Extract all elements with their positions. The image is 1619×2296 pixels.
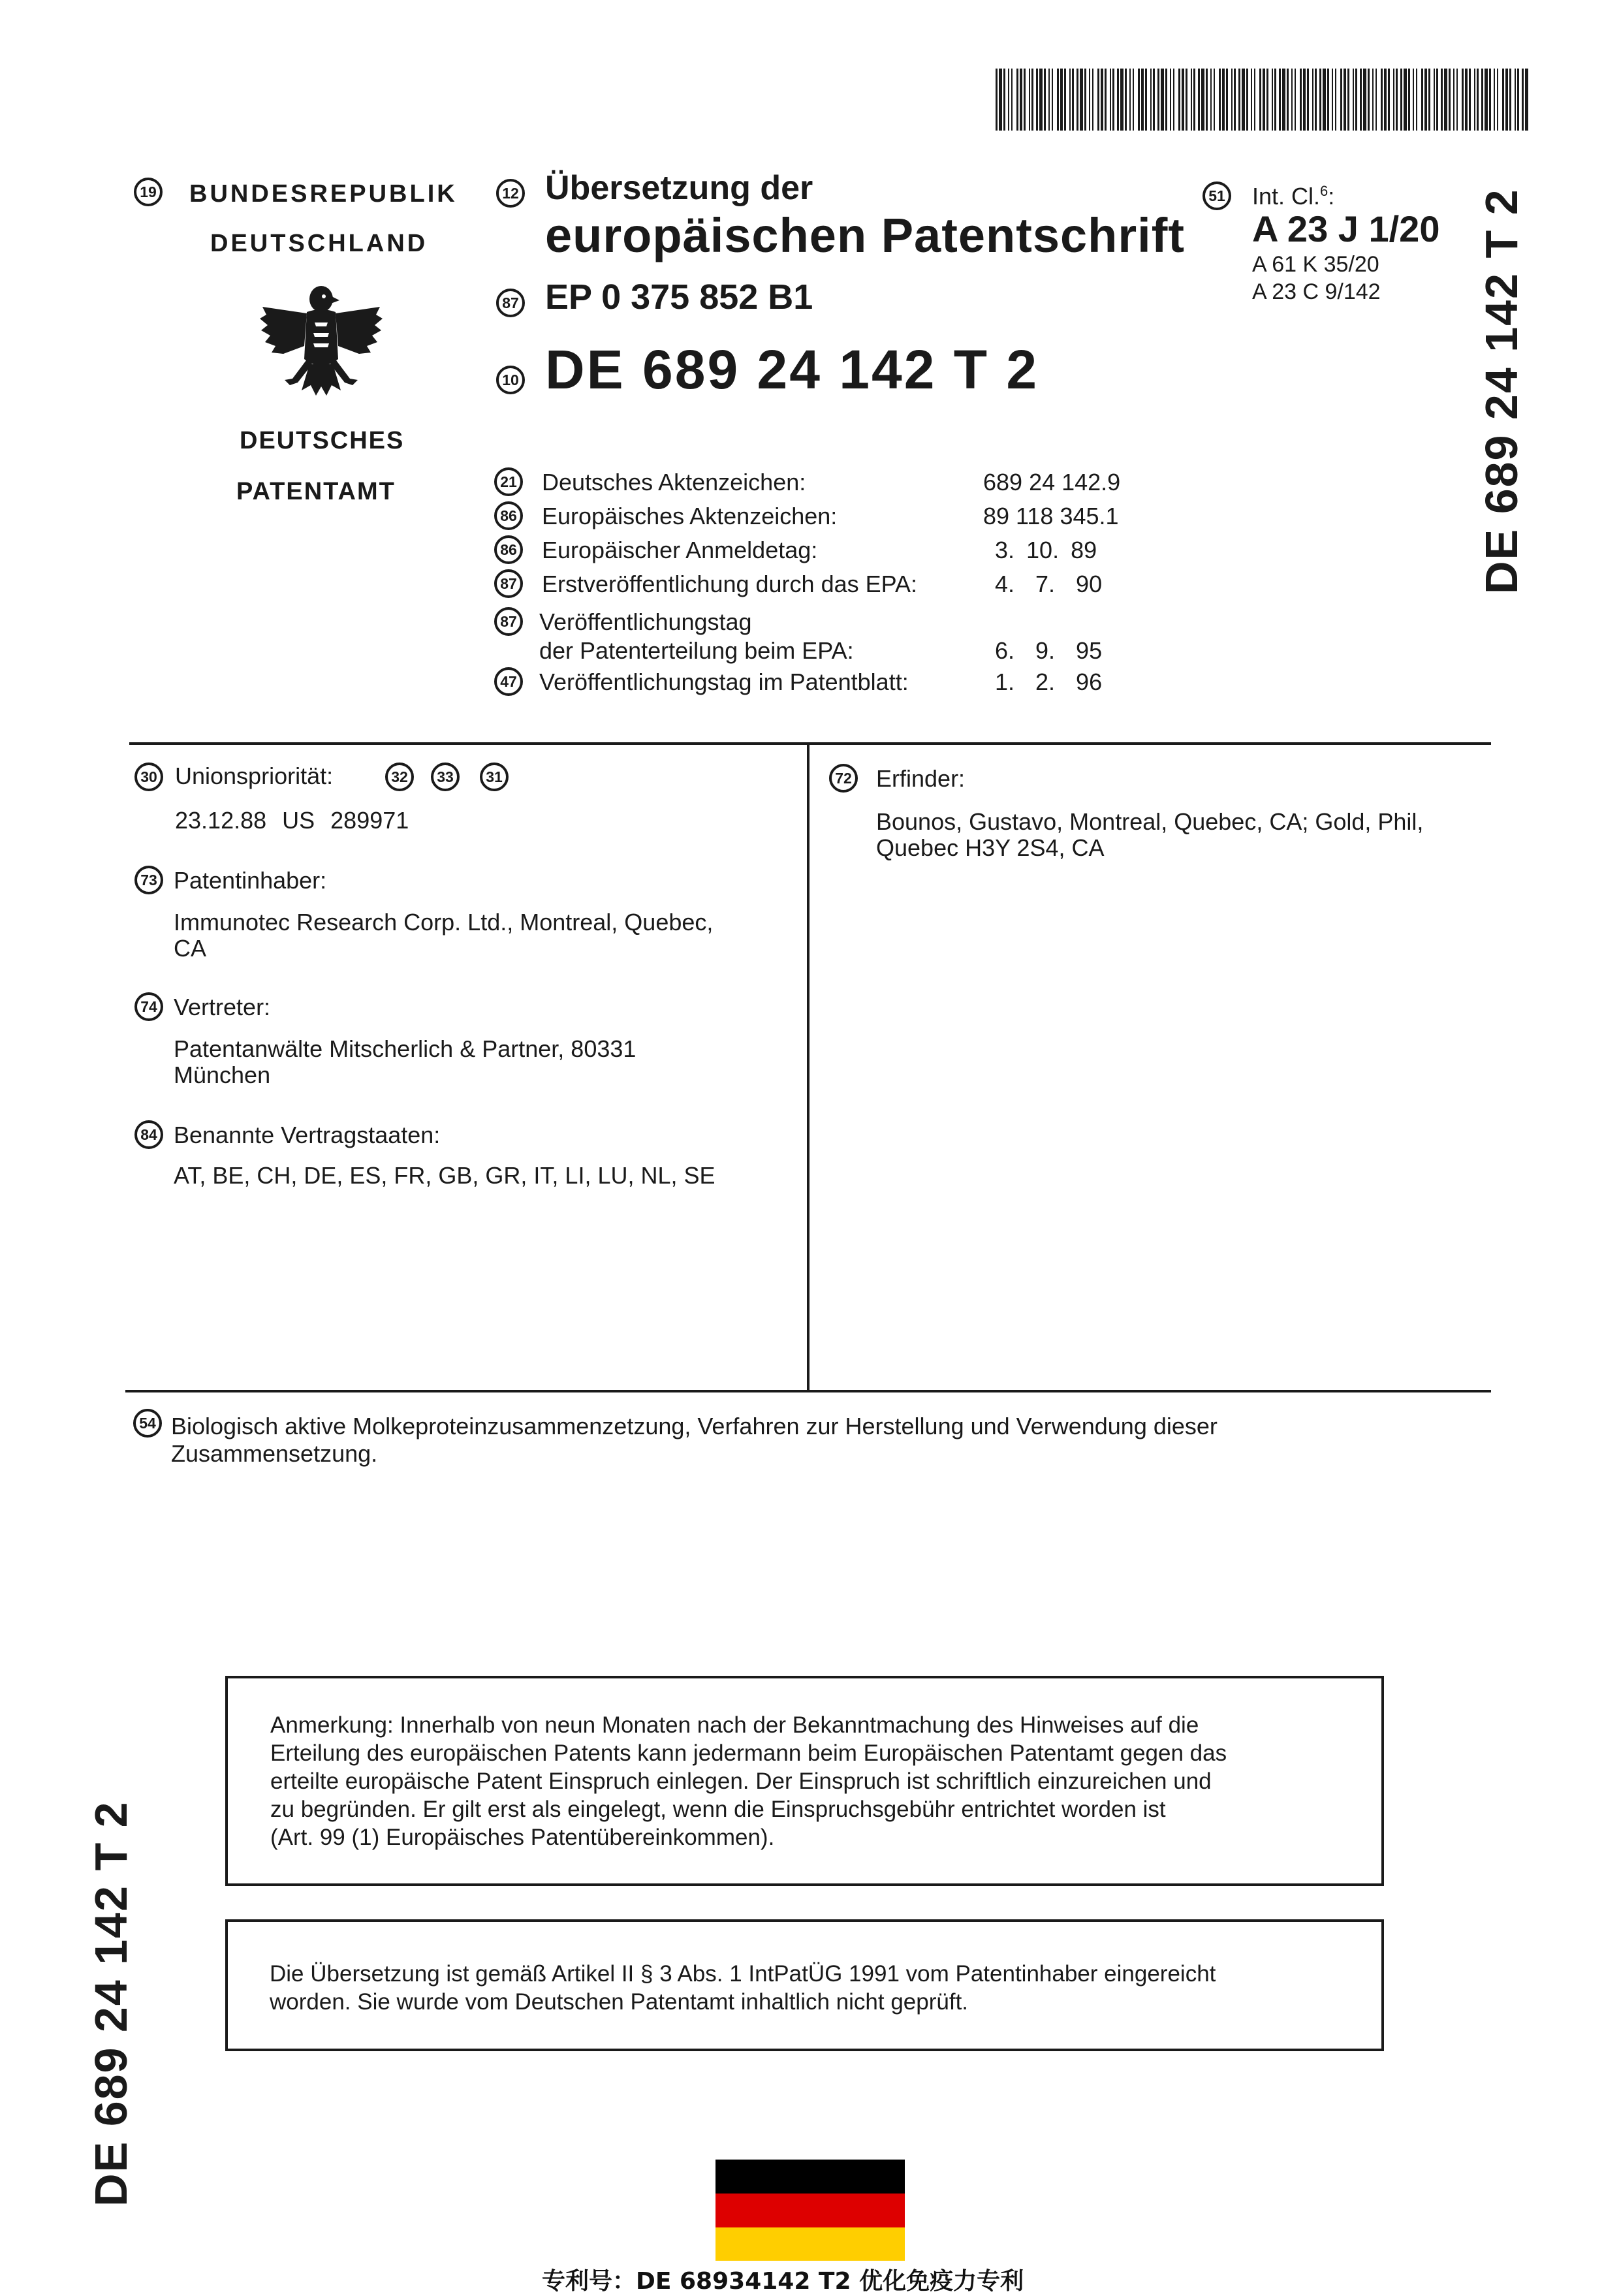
code-86-a: 86 [494, 501, 523, 530]
barcode-bar [1080, 69, 1083, 131]
class-sub2: A 23 C 9/142 [1252, 279, 1381, 304]
barcode-bar [1441, 69, 1443, 131]
inventor-label: Erfinder: [876, 765, 966, 792]
inventor-value-line1: Bounos, Gustavo, Montreal, Quebec, CA; Gold, Phil, [876, 808, 1424, 835]
code-72: 72 [829, 764, 858, 793]
barcode-bar [1170, 69, 1171, 131]
code-12: 12 [496, 179, 525, 208]
code-30: 30 [134, 763, 163, 791]
barcode-bar [1494, 69, 1495, 131]
barcode-bar [1219, 69, 1221, 131]
doc-type-line1: Übersetzung der [545, 169, 813, 207]
side-number-bottom: DE 689 24 142 T 2 [86, 1801, 136, 2207]
barcode-bar [1497, 69, 1498, 131]
barcode-bar [1254, 69, 1255, 131]
barcode-bar [1222, 69, 1225, 131]
note-line2: Erteilung des europäischen Patents kann jedermann beim Europäischen Patentamt gegen das [270, 1740, 1227, 1766]
barcode-bar [1110, 69, 1111, 131]
barcode-bar [1048, 69, 1050, 131]
federal-eagle-emblem [256, 281, 386, 405]
barcode-bar [1036, 69, 1038, 131]
barcode-bar [1522, 69, 1524, 131]
barcode-bar [1449, 69, 1451, 131]
class-colon: : [1328, 183, 1335, 210]
barcode-bar [1238, 69, 1240, 131]
barcode-bar [1517, 69, 1519, 131]
barcode-bar [1344, 69, 1346, 131]
code-51: 51 [1202, 181, 1231, 210]
barcode-bar [1101, 69, 1103, 131]
doc-type-line2: europäischen Patentschrift [545, 208, 1186, 262]
separator-bottom [125, 1390, 1491, 1392]
priority-label: Unionspriorität: [175, 763, 334, 789]
barcode-bar [1210, 69, 1212, 131]
barcode-bar [1052, 69, 1053, 131]
note-line3: erteilte europäische Patent Einspruch einlegen. Der Einspruch ist schriftlich einzureichen und [270, 1769, 1212, 1794]
barcode-bar [1157, 69, 1159, 131]
barcode-bar [1231, 69, 1233, 131]
code-19: 19 [134, 178, 163, 206]
country-name-line1: BUNDESREPUBLIK [189, 180, 458, 208]
barcode-bar [1263, 69, 1265, 131]
office-name-line2: PATENTAMT [236, 478, 396, 505]
barcode-bar [1474, 69, 1475, 131]
barcode-bar [1020, 69, 1022, 131]
barcode-bar [1145, 69, 1147, 131]
barcode-bar [1312, 69, 1313, 131]
barcode-graphic [996, 69, 1531, 131]
barcode-bar [1072, 69, 1074, 131]
barcode-bar [1161, 69, 1164, 131]
barcode-bar [1465, 69, 1468, 131]
barcode-bar [1011, 69, 1013, 131]
barcode-bar [1347, 69, 1349, 131]
barcode [996, 69, 1531, 131]
barcode-bar [1138, 69, 1140, 131]
barcode-bar [1393, 69, 1394, 131]
barcode-bar [1319, 69, 1321, 131]
barcode-bar [1259, 69, 1261, 131]
barcode-bar [1016, 69, 1018, 131]
ep-number: EP 0 375 852 B1 [545, 277, 813, 317]
barcode-bar [1120, 69, 1124, 131]
barcode-bar [1444, 69, 1447, 131]
bib-value-aktenzeichen: 689 24 142.9 [983, 469, 1121, 495]
barcode-bar [1327, 69, 1329, 131]
side-number-top: DE 689 24 142 T 2 [1476, 188, 1527, 594]
barcode-bar [1029, 69, 1030, 131]
barcode-bar [1057, 69, 1059, 131]
barcode-bar [1355, 69, 1357, 131]
barcode-bar [1436, 69, 1438, 131]
states-label: Benannte Vertragstaaten: [174, 1122, 441, 1148]
barcode-bar [1039, 69, 1043, 131]
barcode-bar [1340, 69, 1342, 131]
bib-label-patenterteilung: Veröffentlichungstag [539, 608, 752, 635]
barcode-bar [1092, 69, 1093, 131]
barcode-bar [1242, 69, 1245, 131]
barcode-bar [1129, 69, 1131, 131]
flag-stripe-gold [715, 2227, 905, 2261]
barcode-bar [1505, 69, 1508, 131]
code-86-b: 86 [494, 535, 523, 564]
barcode-bar [1246, 69, 1248, 131]
barcode-bar [1008, 69, 1009, 131]
translation-line1: Die Übersetzung ist gemäß Artikel II § 3 Abs. 1 IntPatÜG 1991 vom Patentinhaber eingereicht [270, 1961, 1216, 1987]
translation-text [270, 1960, 1347, 2016]
barcode-bar [1206, 69, 1208, 131]
note-line5: (Art. 99 (1) Europäisches Patentübereinkommen). [270, 1825, 775, 1850]
owner-value-line1: Immunotec Research Corp. Ltd., Montreal, Quebec, [174, 909, 714, 936]
barcode-bar [1226, 69, 1228, 131]
barcode-bar [1485, 69, 1488, 131]
representative-value-line2: München [174, 1062, 271, 1088]
barcode-bar [1274, 69, 1276, 131]
code-87-a: 87 [494, 569, 523, 598]
barcode-bar [1323, 69, 1326, 131]
column-divider [807, 742, 810, 1391]
representative-value-line1: Patentanwälte Mitscherlich & Partner, 80331 [174, 1035, 637, 1062]
bib-label-erstveroeffentlichung: Erstveröffentlichung durch das EPA: [542, 571, 917, 597]
barcode-bar [1165, 69, 1167, 131]
class-sub1: A 61 K 35/20 [1252, 252, 1379, 277]
translation-line2: worden. Sie wurde vom Deutschen Patentamt inhaltlich nicht geprüft. [270, 1989, 969, 2015]
bib-label-patentblatt: Veröffentlichungstag im Patentblatt: [539, 668, 909, 695]
title-line1: Biologisch aktive Molkeproteinzusammenzetzung, Verfahren zur Herstellung und Verwendung dieser [171, 1413, 1218, 1439]
barcode-bar [1462, 69, 1464, 131]
barcode-bar [1125, 69, 1127, 131]
barcode-bar [1489, 69, 1491, 131]
barcode-bar [1291, 69, 1293, 131]
barcode-bar [1031, 69, 1033, 131]
barcode-bar [1384, 69, 1387, 131]
barcode-bar [1234, 69, 1236, 131]
barcode-bar [1214, 69, 1215, 131]
barcode-bar [1287, 69, 1289, 131]
bib-value-eu-aktenzeichen: 89 118 345.1 [983, 503, 1119, 529]
barcode-bar [1408, 69, 1410, 131]
bib-value-patenterteilung: 6. 9. 95 [995, 637, 1103, 664]
barcode-bar [1084, 69, 1086, 131]
class-label-text: Int. Cl. [1252, 183, 1321, 210]
title-line2: Zusammensetzung. [171, 1440, 378, 1467]
barcode-bar [1279, 69, 1281, 131]
code-87-ep: 87 [496, 289, 525, 317]
bib-value-erstveroeffentlichung: 4. 7. 90 [995, 571, 1103, 597]
code-31: 31 [480, 763, 509, 791]
barcode-bar [1060, 69, 1063, 131]
barcode-bar [1141, 69, 1144, 131]
barcode-bar [1186, 69, 1187, 131]
barcode-bar [1064, 69, 1066, 131]
barcode-bar [1481, 69, 1483, 131]
representative-label: Vertreter: [174, 994, 271, 1020]
barcode-bar [1295, 69, 1296, 131]
code-54: 54 [133, 1409, 162, 1438]
note-text [270, 1711, 1347, 1851]
barcode-bar [1515, 69, 1516, 131]
barcode-bar [1150, 69, 1152, 131]
code-73: 73 [134, 866, 163, 894]
barcode-bar [1368, 69, 1370, 131]
barcode-bar [1112, 69, 1114, 131]
bib-value-patentblatt: 1. 2. 96 [995, 668, 1103, 695]
barcode-bar [1525, 69, 1528, 131]
note-line1: Anmerkung: Innerhalb von neun Monaten nach der Bekanntmachung des Hinweises auf die [270, 1712, 1199, 1738]
owner-label: Patentinhaber: [174, 867, 327, 894]
barcode-bar [1117, 69, 1119, 131]
barcode-bar [1453, 69, 1454, 131]
priority-value: 23.12.88 US 289971 [175, 807, 409, 834]
code-87-b: 87 [494, 607, 523, 636]
barcode-bar [1178, 69, 1180, 131]
barcode-bar [1003, 69, 1005, 131]
flag-stripe-black [715, 2160, 905, 2194]
barcode-bar [1266, 69, 1268, 131]
barcode-bar [1396, 69, 1398, 131]
barcode-bar [1421, 69, 1423, 131]
bib-value-anmeldetag: 3. 10. 89 [995, 537, 1097, 563]
barcode-bar [1191, 69, 1192, 131]
barcode-bar [1413, 69, 1414, 131]
barcode-bar [1424, 69, 1427, 131]
barcode-bar [1477, 69, 1479, 131]
states-value: AT, BE, CH, DE, ES, FR, GB, GR, IT, LI, LU, NL, SE [174, 1162, 715, 1189]
code-10: 10 [496, 366, 525, 394]
barcode-bar [1375, 69, 1377, 131]
code-84: 84 [134, 1120, 163, 1149]
barcode-bar [1251, 69, 1252, 131]
barcode-bar [1404, 69, 1407, 131]
barcode-bar [1198, 69, 1200, 131]
barcode-bar [1388, 69, 1390, 131]
barcode-bar [1077, 69, 1078, 131]
barcode-bar [1509, 69, 1511, 131]
barcode-bar [1282, 69, 1285, 131]
class-label [1252, 183, 1334, 210]
barcode-bar [1428, 69, 1430, 131]
code-47: 47 [494, 667, 523, 696]
barcode-bar [1335, 69, 1336, 131]
german-flag [715, 2160, 905, 2261]
code-21: 21 [494, 467, 523, 496]
bib-label-eu-aktenzeichen: Europäisches Aktenzeichen: [542, 503, 838, 529]
class-main: A 23 J 1/20 [1252, 208, 1440, 249]
barcode-bar [1173, 69, 1174, 131]
bib-label-anmeldetag: Europäischer Anmeldetag: [542, 537, 818, 563]
barcode-bar [1469, 69, 1471, 131]
barcode-bar [1315, 69, 1317, 131]
code-33: 33 [431, 763, 460, 791]
barcode-bar [1363, 69, 1366, 131]
separator-top [129, 742, 1491, 745]
barcode-bar [1416, 69, 1417, 131]
code-32: 32 [385, 763, 414, 791]
barcode-bar [1353, 69, 1354, 131]
barcode-bar [1024, 69, 1026, 131]
flag-stripe-red [715, 2194, 905, 2227]
barcode-bar [1332, 69, 1333, 131]
barcode-bar [1201, 69, 1204, 131]
footer-caption: 专利号：DE 68934142 T2 优化免疫力专利 [542, 2268, 1024, 2295]
barcode-bar [1400, 69, 1402, 131]
barcode-bar [1434, 69, 1435, 131]
barcode-bar [1303, 69, 1306, 131]
barcode-bar [1307, 69, 1309, 131]
barcode-bar [1044, 69, 1046, 131]
barcode-bar [1502, 69, 1504, 131]
inventor-value-line2: Quebec H3Y 2S4, CA [876, 834, 1105, 861]
barcode-bar [1360, 69, 1362, 131]
bib-label-aktenzeichen: Deutsches Aktenzeichen: [542, 469, 806, 495]
barcode-bar [1182, 69, 1184, 131]
note-line4: zu begründen. Er gilt erst als eingelegt, wenn die Einspruchsgebühr entrichtet worden ist [270, 1797, 1166, 1822]
barcode-bar [1105, 69, 1107, 131]
country-name-line2: DEUTSCHLAND [210, 230, 428, 257]
barcode-bar [1381, 69, 1383, 131]
barcode-bar [1153, 69, 1155, 131]
code-74: 74 [134, 992, 163, 1021]
barcode-bar [1193, 69, 1195, 131]
owner-value-line2: CA [174, 935, 207, 962]
barcode-bar [1300, 69, 1302, 131]
de-number: DE 689 24 142 T 2 [545, 339, 1039, 400]
barcode-bar [1372, 69, 1374, 131]
barcode-bar [1069, 69, 1071, 131]
barcode-bar [1272, 69, 1273, 131]
translation-note-box [225, 1919, 1384, 2051]
eagle-icon [256, 281, 386, 405]
country-line [134, 178, 163, 206]
bib-label-patenterteilung-line2: der Patenterteilung beim EPA: [539, 637, 854, 664]
class-superscript: 6 [1320, 183, 1328, 199]
barcode-bar [1456, 69, 1458, 131]
opposition-note-box [225, 1676, 1384, 1886]
barcode-bar [999, 69, 1002, 131]
barcode-bar [1089, 69, 1090, 131]
barcode-bar [996, 69, 998, 131]
barcode-bar [1097, 69, 1099, 131]
barcode-bar [1133, 69, 1134, 131]
office-name-line1: DEUTSCHES [240, 427, 405, 454]
